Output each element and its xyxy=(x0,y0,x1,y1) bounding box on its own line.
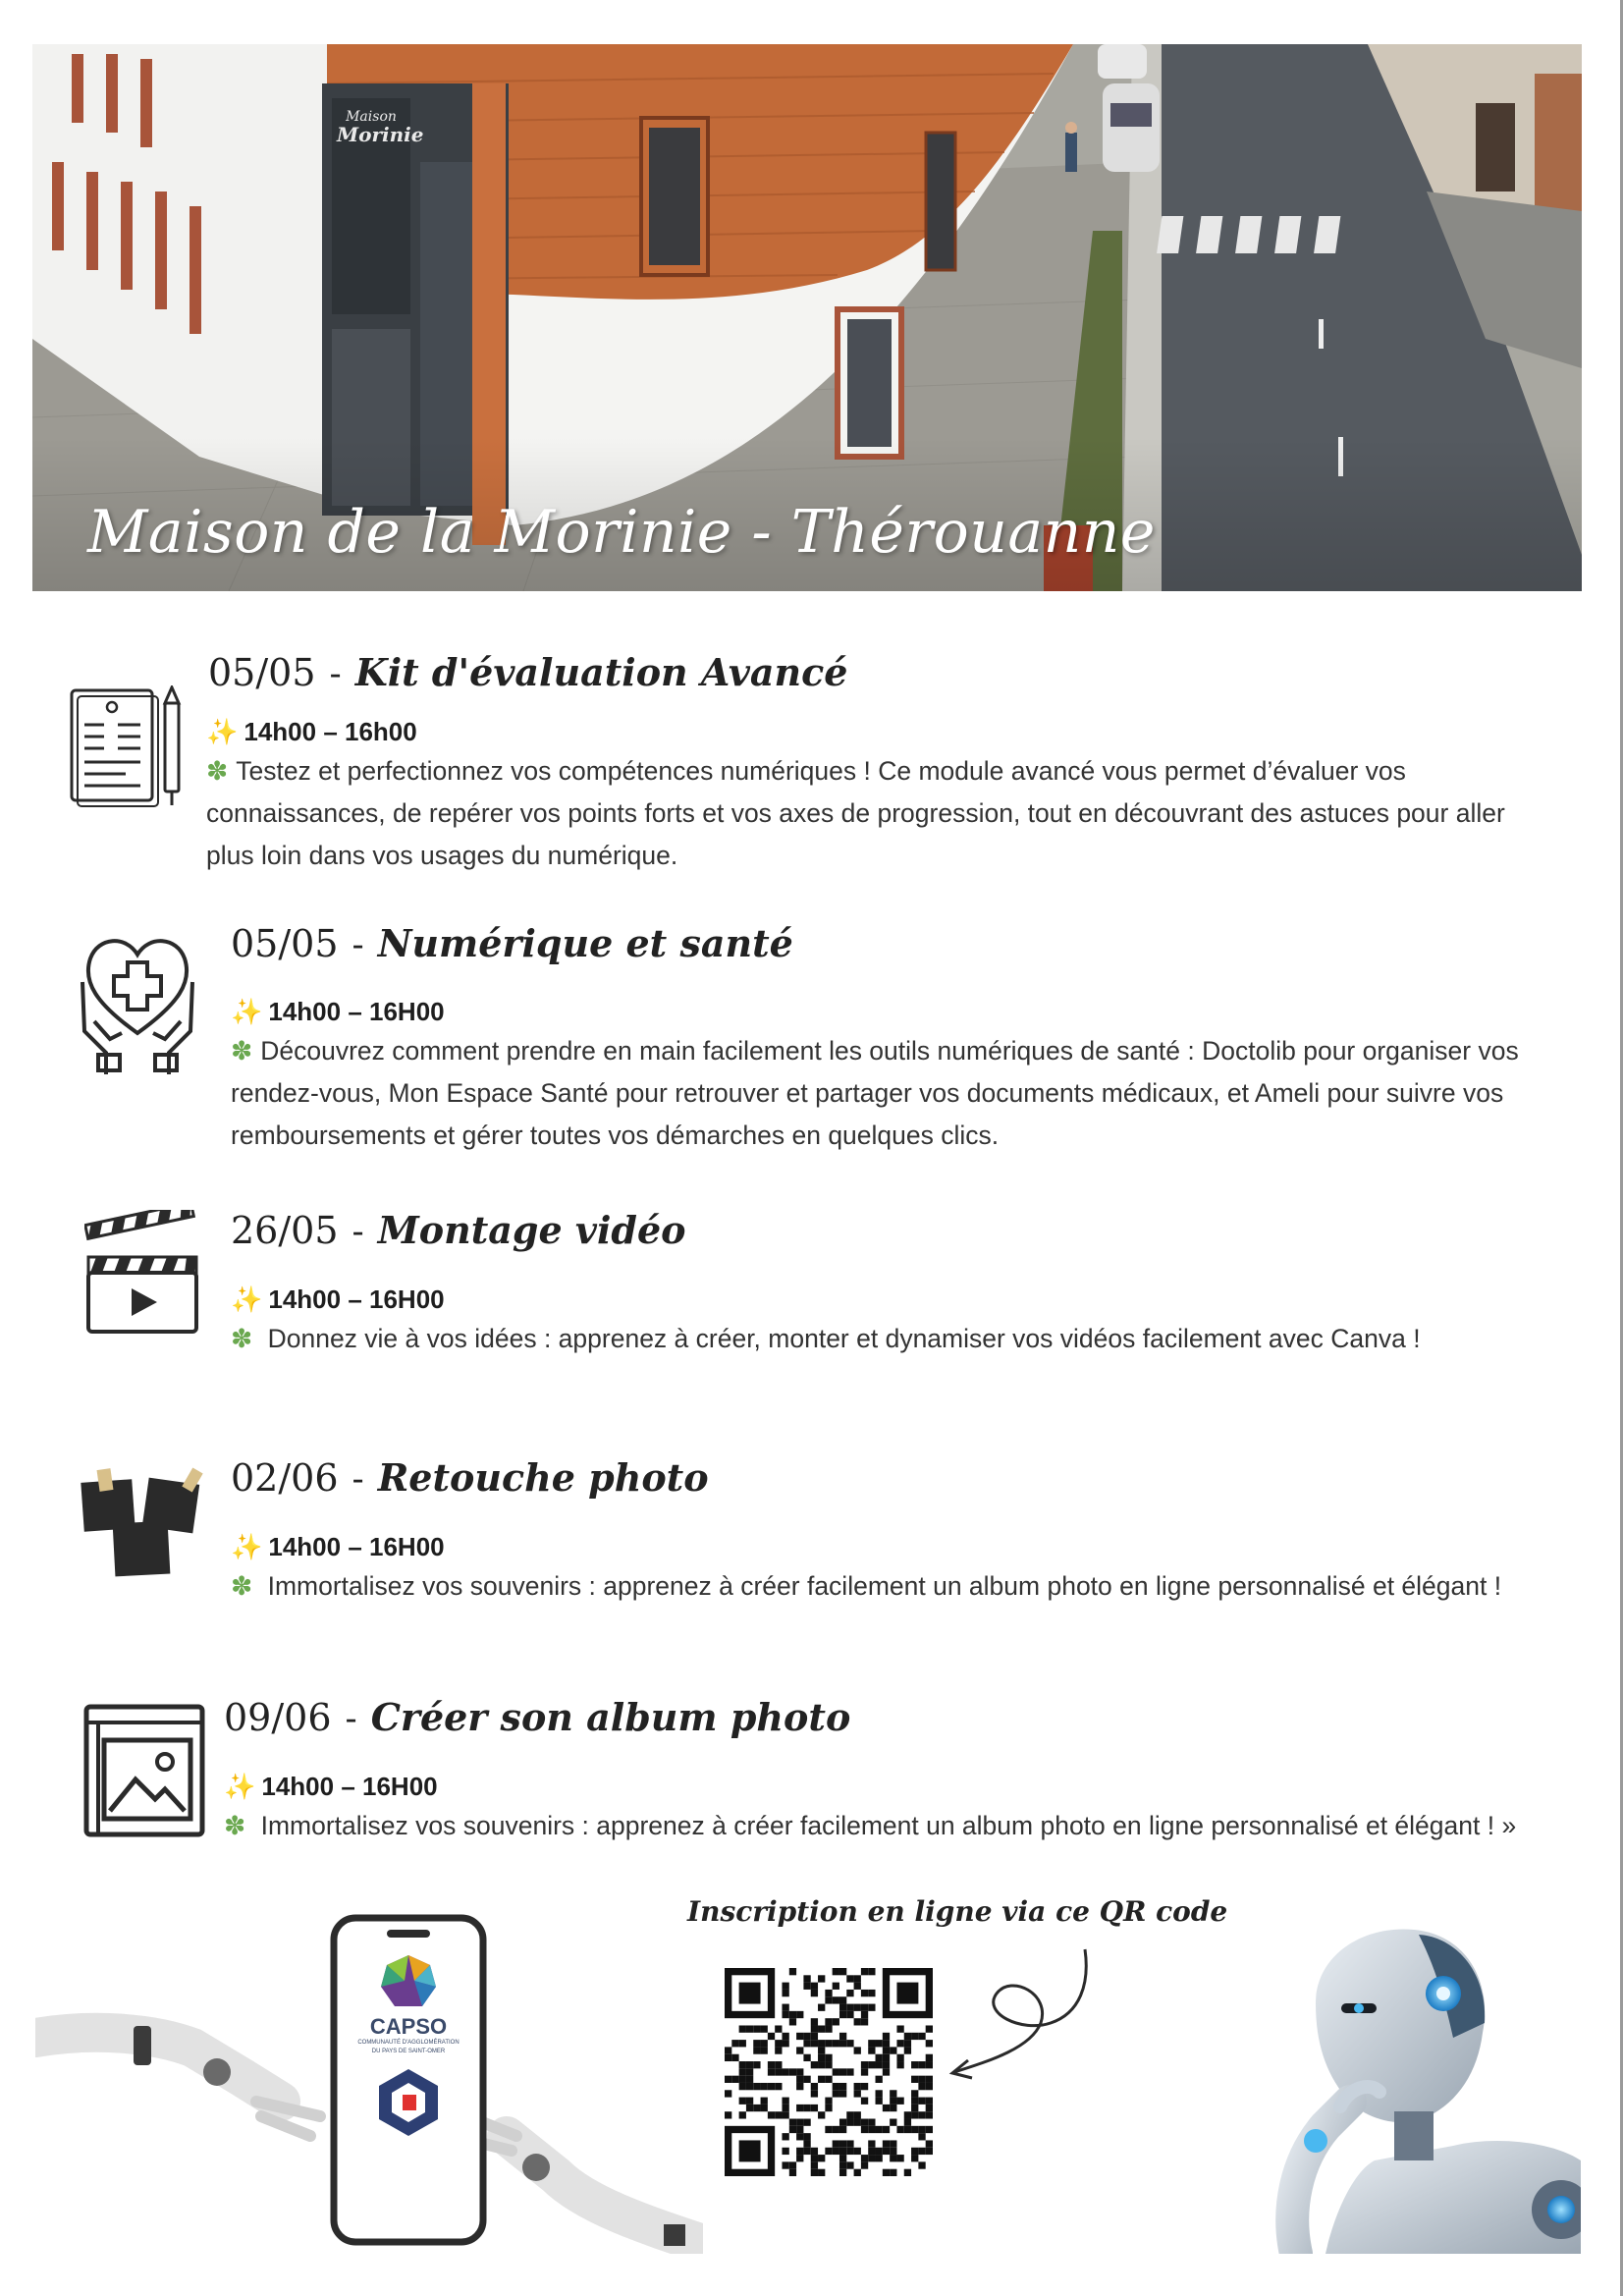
qr-code[interactable] xyxy=(725,1968,933,2176)
building-sign-line2: Morinie xyxy=(337,123,424,146)
capso-subtitle-1: COMMUNAUTÉ D'AGGLOMÉRATION xyxy=(357,2040,460,2046)
photos-taped-icon xyxy=(77,1463,208,1589)
event-separator: - xyxy=(329,654,342,694)
event-date: 09/06 xyxy=(224,1696,332,1739)
event-time xyxy=(231,1532,445,1562)
event-title xyxy=(231,1455,709,1500)
photo-album-icon xyxy=(82,1701,208,1842)
sparkle-icon: ✨ xyxy=(224,1772,256,1801)
hero-title: Maison de la Morinie - Thérouanne xyxy=(87,498,1156,567)
event-name: Numérique et santé xyxy=(377,921,793,965)
event-time-text: 14h00 – 16h00 xyxy=(243,717,417,746)
capso-subtitle-2: DU PAYS DE SAINT-OMER xyxy=(371,2049,446,2054)
puzzle-icon: ✽ xyxy=(231,1036,253,1066)
event-date: 05/05 xyxy=(208,651,316,694)
event-description xyxy=(231,1030,1542,1157)
event-description-text: Testez et perfectionnez vos compétences numériques ! Ce module avancé vous permet d’évaluer vos connaissances, de repérer vos points forts et vos axes de progression, tout en découvrant des astuces pour aller plus loin dans vos usages du numérique. xyxy=(206,756,1505,870)
event-name: Retouche photo xyxy=(377,1455,709,1500)
event-description-text: Découvrez comment prendre en main facilement les outils numériques de santé : Doctolib pour organiser vos rendez-vous, Mon Espace Santé pour retrouver et partager vos documents médicaux, et Ameli pour suivre vos remboursements et gérer toutes vos démarches en quelques clics. xyxy=(231,1036,1519,1150)
event-time-text: 14h00 – 16H00 xyxy=(268,997,445,1026)
event-description xyxy=(231,1318,1542,1360)
ai-robot-illustration xyxy=(1257,1915,1581,2254)
event-title xyxy=(231,1208,686,1252)
event-time-text: 14h00 – 16H00 xyxy=(261,1772,438,1801)
puzzle-icon: ✽ xyxy=(206,756,229,786)
event-title xyxy=(231,921,793,965)
puzzle-icon: ✽ xyxy=(224,1811,246,1840)
event-separator: - xyxy=(345,1699,357,1739)
event-title xyxy=(208,650,848,694)
sparkle-icon: ✨ xyxy=(206,717,239,746)
event-time xyxy=(231,1285,445,1315)
sparkle-icon: ✨ xyxy=(231,1285,263,1314)
phone-illustration xyxy=(35,1910,703,2254)
event-time xyxy=(206,717,417,747)
event-time xyxy=(224,1772,438,1802)
robot-hands-icon xyxy=(35,1910,703,2254)
event-name: Créer son album photo xyxy=(370,1695,851,1739)
capso-brand: CAPSO xyxy=(369,2014,448,2039)
sparkle-icon: ✨ xyxy=(231,997,263,1026)
event-separator: - xyxy=(352,1459,364,1500)
event-separator: - xyxy=(352,925,364,965)
puzzle-icon: ✽ xyxy=(231,1324,253,1353)
event-description-text: Immortalisez vos souvenirs : apprenez à créer facilement un album photo en ligne personnalisé et élégant ! xyxy=(267,1571,1502,1601)
hands-heart-cross-icon xyxy=(77,923,198,1078)
event-name: Kit d'évaluation Avancé xyxy=(354,650,848,694)
event-description-text: Donnez vie à vos idées : apprenez à créer, monter et dynamiser vos vidéos facilement avec Canva ! xyxy=(267,1324,1421,1353)
event-name: Montage vidéo xyxy=(377,1208,686,1252)
event-date: 05/05 xyxy=(231,922,339,965)
event-time-text: 14h00 – 16H00 xyxy=(268,1532,445,1561)
event-time-text: 14h00 – 16H00 xyxy=(268,1285,445,1314)
event-title xyxy=(224,1695,851,1739)
building-sign-line1: Maison xyxy=(346,109,397,125)
event-date: 02/06 xyxy=(231,1456,339,1500)
clapperboard-icon xyxy=(84,1210,198,1341)
event-description-text: Immortalisez vos souvenirs : apprenez à créer facilement un album photo en ligne personnalisé et élégant ! » xyxy=(260,1811,1517,1840)
hero-photo xyxy=(32,44,1582,591)
curly-arrow-icon xyxy=(943,1944,1100,2096)
event-description xyxy=(231,1565,1542,1608)
sparkle-icon: ✨ xyxy=(231,1532,263,1561)
event-description xyxy=(224,1805,1540,1847)
clipboard-pencil-icon xyxy=(67,685,192,813)
puzzle-icon: ✽ xyxy=(231,1571,253,1601)
event-time xyxy=(231,997,445,1027)
event-date: 26/05 xyxy=(231,1209,339,1252)
qr-caption: Inscription en ligne via ce QR code xyxy=(687,1895,1228,1928)
event-separator: - xyxy=(352,1212,364,1252)
event-description xyxy=(206,750,1522,877)
